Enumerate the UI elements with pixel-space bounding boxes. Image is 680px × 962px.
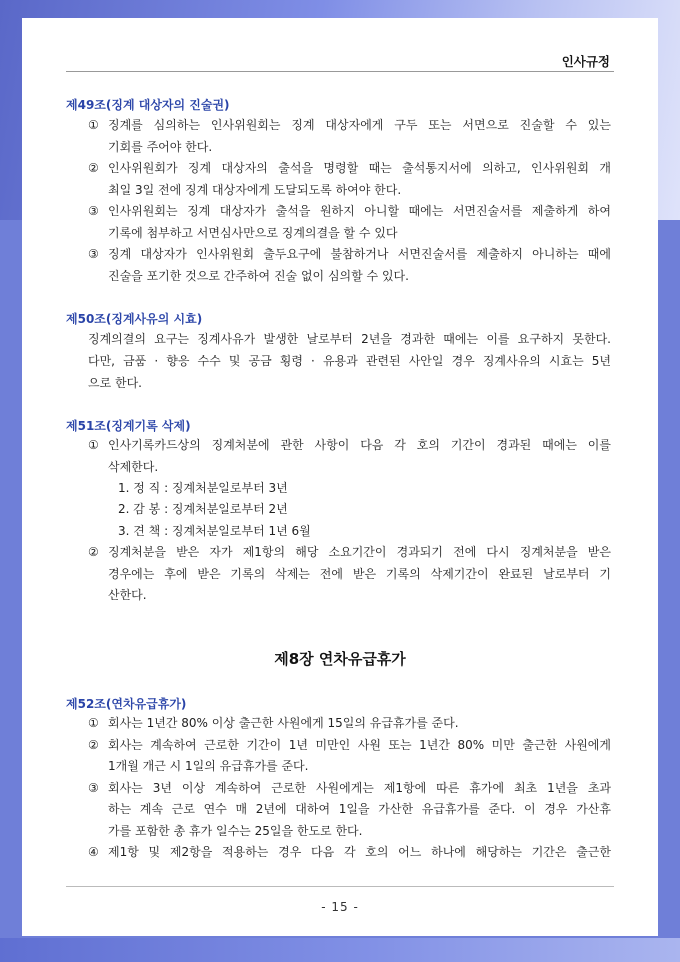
article-49-item-2-line-1: 인사위원회가 징계 대상자의 출석을 명령할 때는 출석통지서에 의하고, 인사위원회 개 [108,161,611,175]
article-49-item-4-line-1: 징계 대상자가 인사위원회 출두요구에 불참하거나 서면진술서를 제출하지 아니하는 때에 [108,247,611,261]
article-52-title: 제52조(연차유급휴가) [66,697,187,711]
article-49-item-4-line-2: 진술을 포기한 것으로 간주하여 진술 없이 심의할 수 있다. [108,269,409,283]
article-50-line-1: 징계의결의 요구는 징계사유가 발생한 날로부터 2년을 경과한 때에는 이를 요구하지 못한다. [88,332,611,346]
article-52-item-3-line-2: 하는 계속 근로 연수 매 2년에 대하여 1일을 가산한 유급휴가를 준다. 이 경우 가산휴 [108,802,611,816]
article-51-item-2-line-2: 경우에는 후에 받은 기록의 삭제는 전에 받은 기록의 삭제기간이 완료된 날로부터 기 [108,567,611,581]
article-51-item-2-mark: ② [88,545,99,559]
article-51-item-1-line-1: 인사기록카드상의 징계처분에 관한 사항이 다음 각 호의 기간이 경과된 때에는 이를 [108,438,611,452]
header-rule [66,71,614,72]
article-51-subitem-2: 2. 감 봉 : 징계처분일로부터 2년 [118,502,288,516]
article-49-item-1-mark: ① [88,118,99,132]
article-49-item-1-line-1: 징계를 심의하는 인사위원회는 징계 대상자에게 구두 또는 서면으로 진술할 수 있는 [108,118,611,132]
article-49-item-3-line-2: 기록에 첨부하고 서면심사만으로 징계의결을 할 수 있다 [108,226,398,240]
article-52-item-3-line-3: 가를 포함한 총 휴가 일수는 25일을 한도로 한다. [108,824,363,838]
page-header-title: 인사규정 [561,54,610,69]
page-number: - 15 - [321,900,359,914]
footer-rule [66,886,614,887]
article-51-item-2-line-3: 산한다. [108,588,147,602]
chapter-8-title: 제8장 연차유급휴가 [274,650,406,668]
article-49-item-3-line-1: 인사위원회는 징계 대상자가 출석을 원하지 아니할 때에는 서면진술서를 제출하게 하여 [108,204,611,218]
article-49-item-3-mark: ③ [88,204,99,218]
article-50-line-2: 다만, 금품 · 향응 수수 및 공금 횡령 · 유용과 관련된 사안일 경우 징계사유의 시효는 5년 [88,354,611,368]
article-52-item-3-line-1: 회사는 3년 이상 계속하여 근로한 사원에게는 제1항에 따른 휴가에 최초 1년을 초과 [108,781,611,795]
article-49-item-4-mark: ③ [88,247,99,261]
article-52-item-2-mark: ② [88,738,99,752]
article-49-item-1-line-2: 기회를 주어야 한다. [108,140,213,154]
article-50-title: 제50조(징계사유의 시효) [66,312,203,326]
article-51-item-2-line-1: 징계처분을 받은 자가 제1항의 해당 소요기간이 경과되기 전에 다시 징계처분을 받은 [108,545,611,559]
article-49-title: 제49조(징계 대상자의 진술권) [66,98,230,112]
article-52-item-1-mark: ① [88,716,99,730]
article-51-title: 제51조(징계기록 삭제) [66,419,191,433]
article-51-subitem-1: 1. 정 직 : 징계처분일로부터 3년 [118,481,288,495]
document-page [22,18,658,936]
article-51-item-1-line-2: 삭제한다. [108,460,159,474]
article-49-item-2-mark: ② [88,161,99,175]
article-52-item-1-line-1: 회사는 1년간 80% 이상 출근한 사원에게 15일의 유급휴가를 준다. [108,716,459,730]
article-52-item-4-line-1: 제1항 및 제2항을 적용하는 경우 다음 각 호의 어느 하나에 해당하는 기간은 출근한 [108,845,611,859]
article-51-subitem-3: 3. 견 책 : 징계처분일로부터 1년 6월 [118,524,311,538]
article-52-item-2-line-2: 1개월 개근 시 1일의 유급휴가를 준다. [108,759,309,773]
article-52-item-3-mark: ③ [88,781,99,795]
article-50-line-3: 으로 한다. [88,376,142,390]
article-49-item-2-line-2: 최일 3일 전에 징계 대상자에게 도달되도록 하여야 한다. [108,183,402,197]
article-51-item-1-mark: ① [88,438,99,452]
article-52-item-2-line-1: 회사는 계속하여 근로한 기간이 1년 미만인 사원 또는 1년간 80% 미만 출근한 사원에게 [108,738,611,752]
background-bottom-band [0,938,680,962]
article-52-item-4-mark: ④ [88,845,99,859]
